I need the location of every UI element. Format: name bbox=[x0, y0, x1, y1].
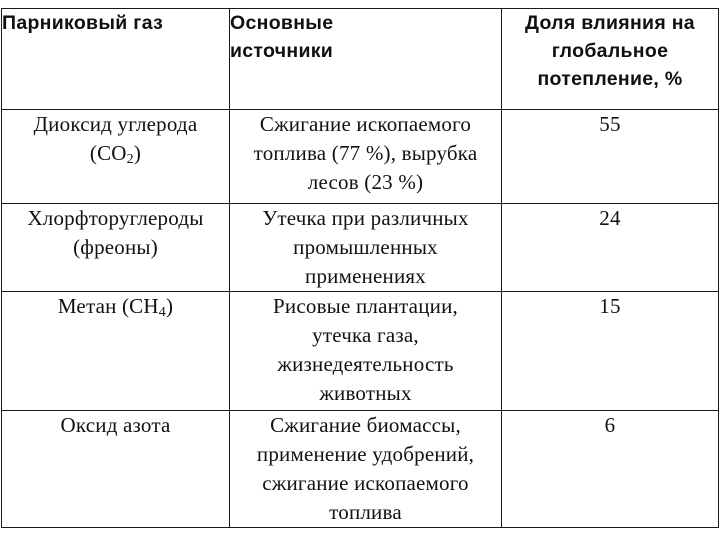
table-row bbox=[2, 110, 719, 204]
sources-cell: Сжигание ископаемого топлива (77 %), вырубка лесов (23 %) bbox=[230, 110, 502, 204]
gas-name-cell: Метан $(CH_4)$ bbox=[2, 292, 230, 411]
share-cell: 15 bbox=[502, 292, 719, 411]
table-row bbox=[2, 204, 719, 292]
greenhouse-gas-table bbox=[1, 8, 719, 528]
header-sources: Основные источники bbox=[230, 9, 502, 110]
table-row bbox=[2, 411, 719, 528]
table-row bbox=[2, 292, 719, 411]
share-cell: 24 bbox=[502, 204, 719, 292]
gas-name-cell: Хлорфторуглероды (фреоны) bbox=[2, 204, 230, 292]
share-cell: 55 bbox=[502, 110, 719, 204]
sources-cell: Рисовые плантации, утечка газа, жизнедеятельность животных bbox=[230, 292, 502, 411]
header-share: Доля влияния на глобальное потепление, % bbox=[502, 9, 719, 110]
header-gas: Парниковый газ bbox=[2, 9, 230, 110]
sources-cell: Сжигание биомассы, применение удобрений, сжигание ископаемого топлива bbox=[230, 411, 502, 528]
gas-name-cell: Оксид азота bbox=[2, 411, 230, 528]
share-cell: 6 bbox=[502, 411, 719, 528]
gas-name-cell: Диоксид углерода $(CO_2)$ bbox=[2, 110, 230, 204]
header-row bbox=[2, 9, 719, 110]
sources-cell: Утечка при различных промышленных применениях bbox=[230, 204, 502, 292]
